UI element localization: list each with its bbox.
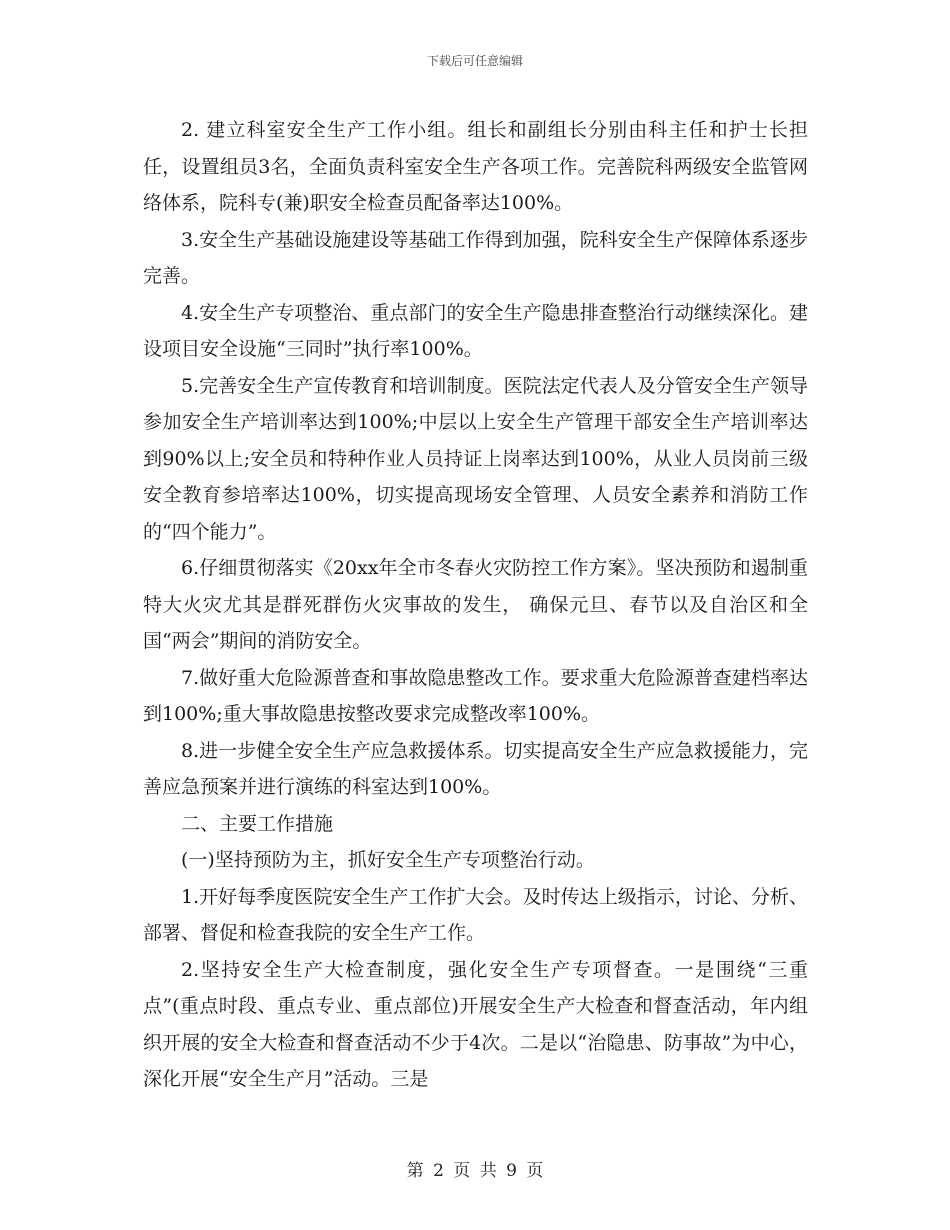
page-header-note: 下载后可任意编辑 xyxy=(426,54,523,68)
document-body xyxy=(143,112,808,1098)
subsection-heading-prevention: (一)坚持预防为主，抓好安全生产专项整治行动。 xyxy=(181,849,595,871)
paragraph-item-4: 4.安全生产专项整治、重点部门的安全生产隐患排查整治行动继续深化。建设项目安全设施“三同时”执行率100%。 xyxy=(143,301,808,360)
page-number: 第 2 页 共 9 页 xyxy=(406,1161,544,1181)
paragraph-item-6: 6.仔细贯彻落实《20xx年全市冬春火灾防控工作方案》。坚决预防和遏制重特大火灾尤其是群死群伤火灾事故的发生， 确保元旦、春节以及自治区和全国“两会”期间的消防安全。 xyxy=(143,557,808,652)
paragraph-item-7: 7.做好重大危险源普查和事故隐患整改工作。要求重大危险源普查建档率达到100%;重大事故隐患按整改要求完成整改率100%。 xyxy=(143,666,808,725)
measure-item-2: 2.坚持安全生产大检查制度，强化安全生产专项督查。一是围绕“三重点”(重点时段、重点专业、重点部位)开展安全生产大检查和督查活动，年内组织开展的安全大检查和督查活动不少于4次。二是以“治隐患、防事故”为中心，深化开展“安全生产月”活动。三是 xyxy=(143,958,808,1090)
measure-item-1: 1.开好每季度医院安全生产工作扩大会。及时传达上级指示，讨论、分析、部署、督促和检查我院的安全生产工作。 xyxy=(143,885,808,944)
paragraph-item-2: 2. 建立科室安全生产工作小组。组长和副组长分别由科主任和护士长担任，设置组员3名，全面负责科室安全生产各项工作。完善院科两级安全监管网络体系，院科专(兼)职安全检查员配备率达100%。 xyxy=(143,119,808,214)
paragraph-item-8: 8.进一步健全安全生产应急救援体系。切实提高安全生产应急救援能力，完善应急预案并进行演练的科室达到100%。 xyxy=(143,739,808,798)
paragraph-item-3: 3.安全生产基础设施建设等基础工作得到加强，院科安全生产保障体系逐步完善。 xyxy=(143,228,808,287)
section-heading-measures: 二、主要工作措施 xyxy=(181,812,334,835)
paragraph-item-5: 5.完善安全生产宣传教育和培训制度。医院法定代表人及分管安全生产领导参加安全生产培训率达到100%;中层以上安全生产管理干部安全生产培训率达到90%以上;安全员和特种作业人员持证上岗率达到100%，从业人员岗前三级安全教育参培率达100%，切实提高现场安全管理、人员安全素养和消防工作的“四个能力”。 xyxy=(143,374,808,543)
